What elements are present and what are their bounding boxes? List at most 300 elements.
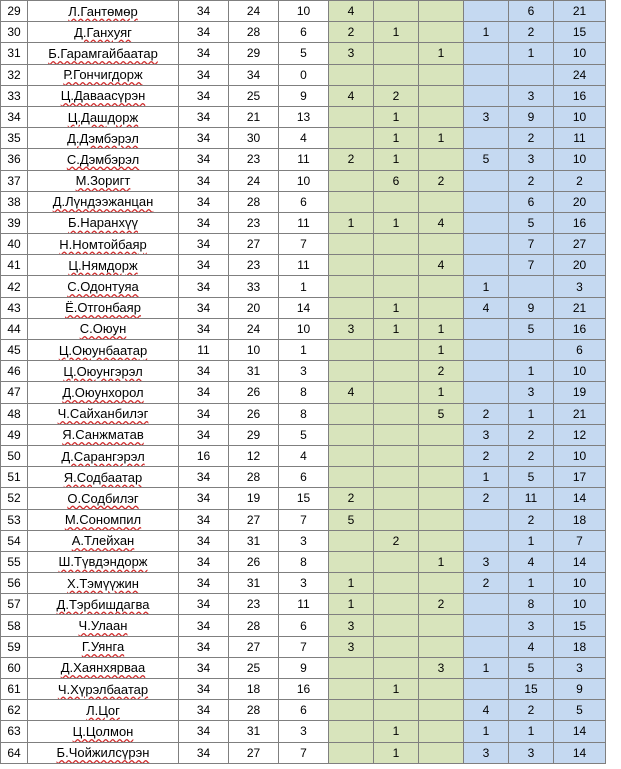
cell-col-a[interactable]: 34 <box>179 106 229 127</box>
cell-blue-3[interactable]: 16 <box>554 318 606 339</box>
cell-blue-1[interactable]: 1 <box>464 276 509 297</box>
cell-blue-2[interactable]: 4 <box>509 551 554 572</box>
cell-green-1[interactable] <box>329 530 374 551</box>
cell-blue-1[interactable]: 1 <box>464 22 509 43</box>
cell-member-name[interactable] <box>28 106 179 127</box>
cell-blue-3[interactable]: 2 <box>554 170 606 191</box>
cell-blue-3[interactable]: 3 <box>554 657 606 678</box>
cell-col-a[interactable]: 34 <box>179 573 229 594</box>
cell-blue-2[interactable]: 9 <box>509 106 554 127</box>
cell-green-1[interactable]: 4 <box>329 85 374 106</box>
cell-green-2[interactable]: 1 <box>374 721 419 742</box>
cell-green-2[interactable] <box>374 43 419 64</box>
cell-member-name[interactable] <box>28 594 179 615</box>
cell-col-b[interactable]: 27 <box>229 509 279 530</box>
cell-green-1[interactable] <box>329 445 374 466</box>
cell-row-number[interactable]: 58 <box>1 615 28 636</box>
cell-col-a[interactable]: 34 <box>179 530 229 551</box>
cell-col-a[interactable]: 34 <box>179 1 229 22</box>
cell-col-c[interactable]: 11 <box>279 594 329 615</box>
cell-green-2[interactable]: 1 <box>374 212 419 233</box>
cell-green-2[interactable] <box>374 636 419 657</box>
cell-col-c[interactable]: 0 <box>279 64 329 85</box>
cell-col-b[interactable]: 31 <box>229 573 279 594</box>
cell-green-3[interactable]: 4 <box>419 255 464 276</box>
cell-col-c[interactable]: 1 <box>279 276 329 297</box>
cell-blue-2[interactable]: 15 <box>509 679 554 700</box>
cell-col-b[interactable]: 28 <box>229 22 279 43</box>
cell-green-1[interactable] <box>329 721 374 742</box>
cell-blue-1[interactable] <box>464 594 509 615</box>
cell-green-3[interactable] <box>419 64 464 85</box>
cell-blue-1[interactable] <box>464 85 509 106</box>
cell-col-c[interactable]: 8 <box>279 551 329 572</box>
cell-member-name[interactable] <box>28 403 179 424</box>
cell-blue-2[interactable]: 3 <box>509 382 554 403</box>
cell-green-2[interactable] <box>374 403 419 424</box>
cell-col-a[interactable]: 11 <box>179 340 229 361</box>
cell-blue-2[interactable]: 1 <box>509 573 554 594</box>
cell-blue-2[interactable]: 5 <box>509 212 554 233</box>
cell-green-2[interactable] <box>374 424 419 445</box>
cell-green-3[interactable]: 3 <box>419 657 464 678</box>
cell-blue-2[interactable]: 3 <box>509 149 554 170</box>
cell-green-3[interactable] <box>419 573 464 594</box>
cell-row-number[interactable]: 47 <box>1 382 28 403</box>
cell-col-c[interactable]: 4 <box>279 128 329 149</box>
cell-row-number[interactable]: 42 <box>1 276 28 297</box>
cell-blue-2[interactable]: 5 <box>509 657 554 678</box>
cell-green-3[interactable] <box>419 700 464 721</box>
cell-col-c[interactable]: 5 <box>279 43 329 64</box>
cell-col-b[interactable]: 24 <box>229 170 279 191</box>
cell-col-c[interactable]: 7 <box>279 234 329 255</box>
cell-blue-2[interactable]: 2 <box>509 445 554 466</box>
cell-col-b[interactable]: 29 <box>229 424 279 445</box>
cell-blue-3[interactable]: 5 <box>554 700 606 721</box>
cell-col-b[interactable]: 27 <box>229 234 279 255</box>
cell-blue-1[interactable] <box>464 234 509 255</box>
cell-green-1[interactable] <box>329 403 374 424</box>
cell-green-3[interactable] <box>419 22 464 43</box>
cell-member-name[interactable] <box>28 170 179 191</box>
cell-green-1[interactable]: 1 <box>329 594 374 615</box>
cell-green-1[interactable] <box>329 742 374 763</box>
cell-col-a[interactable]: 34 <box>179 721 229 742</box>
cell-row-number[interactable]: 43 <box>1 297 28 318</box>
cell-col-a[interactable]: 34 <box>179 149 229 170</box>
cell-col-c[interactable]: 6 <box>279 700 329 721</box>
cell-blue-3[interactable]: 18 <box>554 636 606 657</box>
cell-blue-1[interactable]: 5 <box>464 149 509 170</box>
cell-blue-3[interactable]: 20 <box>554 191 606 212</box>
cell-member-name[interactable] <box>28 22 179 43</box>
cell-blue-3[interactable]: 14 <box>554 488 606 509</box>
cell-green-3[interactable] <box>419 636 464 657</box>
cell-green-1[interactable]: 1 <box>329 212 374 233</box>
cell-green-2[interactable] <box>374 657 419 678</box>
cell-blue-1[interactable] <box>464 170 509 191</box>
cell-member-name[interactable] <box>28 64 179 85</box>
cell-blue-1[interactable]: 2 <box>464 445 509 466</box>
cell-green-3[interactable] <box>419 721 464 742</box>
cell-green-1[interactable]: 2 <box>329 22 374 43</box>
cell-row-number[interactable]: 60 <box>1 657 28 678</box>
cell-green-3[interactable]: 1 <box>419 382 464 403</box>
cell-blue-3[interactable]: 9 <box>554 679 606 700</box>
cell-col-a[interactable]: 34 <box>179 191 229 212</box>
cell-member-name[interactable] <box>28 318 179 339</box>
cell-green-3[interactable]: 1 <box>419 340 464 361</box>
cell-member-name[interactable] <box>28 721 179 742</box>
cell-blue-3[interactable]: 10 <box>554 594 606 615</box>
cell-green-1[interactable]: 2 <box>329 149 374 170</box>
cell-green-3[interactable] <box>419 488 464 509</box>
cell-col-b[interactable]: 33 <box>229 276 279 297</box>
cell-col-b[interactable]: 31 <box>229 721 279 742</box>
cell-green-3[interactable] <box>419 530 464 551</box>
cell-green-1[interactable]: 3 <box>329 636 374 657</box>
cell-blue-3[interactable]: 16 <box>554 212 606 233</box>
cell-blue-2[interactable]: 3 <box>509 85 554 106</box>
cell-row-number[interactable]: 37 <box>1 170 28 191</box>
cell-col-c[interactable]: 10 <box>279 1 329 22</box>
cell-member-name[interactable] <box>28 128 179 149</box>
cell-green-3[interactable]: 2 <box>419 594 464 615</box>
cell-blue-2[interactable]: 7 <box>509 234 554 255</box>
cell-blue-3[interactable]: 7 <box>554 530 606 551</box>
cell-green-1[interactable]: 1 <box>329 573 374 594</box>
cell-blue-2[interactable]: 5 <box>509 467 554 488</box>
cell-row-number[interactable]: 35 <box>1 128 28 149</box>
cell-blue-2[interactable]: 2 <box>509 424 554 445</box>
cell-green-3[interactable] <box>419 509 464 530</box>
cell-col-b[interactable]: 12 <box>229 445 279 466</box>
cell-blue-3[interactable]: 17 <box>554 467 606 488</box>
cell-blue-3[interactable]: 10 <box>554 573 606 594</box>
cell-col-c[interactable]: 6 <box>279 615 329 636</box>
cell-row-number[interactable]: 40 <box>1 234 28 255</box>
cell-member-name[interactable] <box>28 530 179 551</box>
cell-green-2[interactable] <box>374 700 419 721</box>
cell-col-a[interactable]: 34 <box>179 488 229 509</box>
cell-member-name[interactable] <box>28 149 179 170</box>
cell-col-c[interactable]: 11 <box>279 212 329 233</box>
cell-col-b[interactable]: 24 <box>229 1 279 22</box>
cell-member-name[interactable] <box>28 488 179 509</box>
cell-member-name[interactable] <box>28 276 179 297</box>
cell-row-number[interactable]: 53 <box>1 509 28 530</box>
cell-blue-3[interactable]: 14 <box>554 721 606 742</box>
cell-green-3[interactable] <box>419 276 464 297</box>
cell-row-number[interactable]: 57 <box>1 594 28 615</box>
cell-col-a[interactable]: 34 <box>179 361 229 382</box>
cell-member-name[interactable] <box>28 85 179 106</box>
cell-col-b[interactable]: 26 <box>229 551 279 572</box>
cell-row-number[interactable]: 33 <box>1 85 28 106</box>
cell-col-c[interactable]: 14 <box>279 297 329 318</box>
cell-member-name[interactable] <box>28 467 179 488</box>
cell-green-2[interactable]: 1 <box>374 128 419 149</box>
cell-blue-1[interactable] <box>464 509 509 530</box>
cell-green-1[interactable] <box>329 551 374 572</box>
cell-blue-2[interactable]: 3 <box>509 742 554 763</box>
cell-green-3[interactable] <box>419 1 464 22</box>
cell-col-b[interactable]: 20 <box>229 297 279 318</box>
cell-col-b[interactable]: 26 <box>229 382 279 403</box>
cell-col-b[interactable]: 23 <box>229 594 279 615</box>
cell-green-3[interactable]: 5 <box>419 403 464 424</box>
cell-member-name[interactable] <box>28 679 179 700</box>
cell-blue-2[interactable]: 3 <box>509 615 554 636</box>
cell-green-1[interactable] <box>329 467 374 488</box>
cell-row-number[interactable]: 41 <box>1 255 28 276</box>
cell-blue-2[interactable]: 2 <box>509 509 554 530</box>
cell-member-name[interactable] <box>28 424 179 445</box>
cell-member-name[interactable] <box>28 551 179 572</box>
cell-col-c[interactable]: 9 <box>279 85 329 106</box>
cell-col-b[interactable]: 28 <box>229 467 279 488</box>
cell-row-number[interactable]: 48 <box>1 403 28 424</box>
cell-col-c[interactable]: 10 <box>279 170 329 191</box>
cell-green-2[interactable] <box>374 64 419 85</box>
cell-green-3[interactable] <box>419 297 464 318</box>
cell-green-2[interactable] <box>374 467 419 488</box>
cell-blue-1[interactable] <box>464 255 509 276</box>
cell-col-c[interactable]: 13 <box>279 106 329 127</box>
cell-col-c[interactable]: 15 <box>279 488 329 509</box>
cell-col-a[interactable]: 34 <box>179 636 229 657</box>
cell-green-2[interactable]: 1 <box>374 149 419 170</box>
cell-col-b[interactable]: 23 <box>229 255 279 276</box>
cell-row-number[interactable]: 31 <box>1 43 28 64</box>
cell-green-2[interactable]: 2 <box>374 530 419 551</box>
cell-col-b[interactable]: 28 <box>229 700 279 721</box>
cell-row-number[interactable]: 63 <box>1 721 28 742</box>
cell-blue-2[interactable]: 2 <box>509 170 554 191</box>
cell-blue-1[interactable]: 2 <box>464 403 509 424</box>
cell-col-b[interactable]: 25 <box>229 657 279 678</box>
cell-blue-1[interactable] <box>464 1 509 22</box>
cell-blue-3[interactable]: 6 <box>554 340 606 361</box>
cell-blue-1[interactable] <box>464 636 509 657</box>
cell-blue-3[interactable]: 16 <box>554 85 606 106</box>
cell-member-name[interactable] <box>28 509 179 530</box>
cell-green-1[interactable]: 5 <box>329 509 374 530</box>
cell-col-c[interactable]: 9 <box>279 657 329 678</box>
cell-green-1[interactable]: 2 <box>329 488 374 509</box>
cell-member-name[interactable] <box>28 297 179 318</box>
cell-blue-1[interactable]: 3 <box>464 424 509 445</box>
cell-col-a[interactable]: 34 <box>179 594 229 615</box>
cell-blue-1[interactable] <box>464 43 509 64</box>
cell-green-2[interactable] <box>374 382 419 403</box>
cell-member-name[interactable] <box>28 212 179 233</box>
cell-green-1[interactable] <box>329 276 374 297</box>
cell-green-1[interactable] <box>329 657 374 678</box>
cell-blue-1[interactable]: 1 <box>464 657 509 678</box>
cell-blue-2[interactable]: 2 <box>509 700 554 721</box>
cell-member-name[interactable] <box>28 382 179 403</box>
cell-blue-3[interactable]: 15 <box>554 615 606 636</box>
cell-member-name[interactable] <box>28 742 179 763</box>
cell-green-2[interactable] <box>374 573 419 594</box>
cell-green-2[interactable] <box>374 594 419 615</box>
cell-row-number[interactable]: 49 <box>1 424 28 445</box>
cell-col-c[interactable]: 8 <box>279 403 329 424</box>
cell-col-c[interactable]: 10 <box>279 318 329 339</box>
cell-blue-1[interactable]: 1 <box>464 721 509 742</box>
cell-blue-1[interactable] <box>464 318 509 339</box>
cell-col-a[interactable]: 34 <box>179 255 229 276</box>
cell-green-2[interactable]: 1 <box>374 679 419 700</box>
cell-col-b[interactable]: 27 <box>229 636 279 657</box>
cell-col-a[interactable]: 34 <box>179 43 229 64</box>
cell-col-b[interactable]: 30 <box>229 128 279 149</box>
cell-col-b[interactable]: 34 <box>229 64 279 85</box>
cell-blue-2[interactable]: 1 <box>509 721 554 742</box>
cell-green-1[interactable] <box>329 297 374 318</box>
cell-blue-1[interactable] <box>464 64 509 85</box>
cell-green-3[interactable]: 1 <box>419 43 464 64</box>
cell-member-name[interactable] <box>28 191 179 212</box>
cell-blue-2[interactable]: 6 <box>509 191 554 212</box>
cell-green-3[interactable] <box>419 742 464 763</box>
cell-col-a[interactable]: 34 <box>179 742 229 763</box>
cell-blue-2[interactable]: 2 <box>509 22 554 43</box>
cell-green-1[interactable]: 4 <box>329 1 374 22</box>
cell-col-a[interactable]: 34 <box>179 679 229 700</box>
cell-member-name[interactable] <box>28 1 179 22</box>
cell-green-2[interactable] <box>374 234 419 255</box>
cell-row-number[interactable]: 32 <box>1 64 28 85</box>
cell-green-3[interactable]: 1 <box>419 318 464 339</box>
cell-col-b[interactable]: 10 <box>229 340 279 361</box>
cell-col-a[interactable]: 34 <box>179 700 229 721</box>
cell-green-2[interactable]: 1 <box>374 742 419 763</box>
cell-col-a[interactable]: 34 <box>179 657 229 678</box>
cell-blue-2[interactable]: 2 <box>509 128 554 149</box>
cell-member-name[interactable] <box>28 43 179 64</box>
cell-blue-2[interactable]: 5 <box>509 318 554 339</box>
cell-col-b[interactable]: 28 <box>229 615 279 636</box>
cell-row-number[interactable]: 29 <box>1 1 28 22</box>
cell-col-b[interactable]: 31 <box>229 530 279 551</box>
cell-green-1[interactable] <box>329 340 374 361</box>
cell-green-1[interactable] <box>329 700 374 721</box>
cell-col-a[interactable]: 34 <box>179 170 229 191</box>
cell-blue-1[interactable] <box>464 530 509 551</box>
cell-blue-3[interactable]: 12 <box>554 424 606 445</box>
cell-green-1[interactable]: 4 <box>329 382 374 403</box>
cell-blue-2[interactable]: 11 <box>509 488 554 509</box>
cell-member-name[interactable] <box>28 615 179 636</box>
cell-blue-2[interactable] <box>509 340 554 361</box>
cell-blue-3[interactable]: 20 <box>554 255 606 276</box>
cell-blue-3[interactable]: 15 <box>554 22 606 43</box>
cell-col-a[interactable]: 34 <box>179 297 229 318</box>
cell-row-number[interactable]: 44 <box>1 318 28 339</box>
cell-col-b[interactable]: 18 <box>229 679 279 700</box>
cell-blue-1[interactable]: 1 <box>464 467 509 488</box>
cell-col-b[interactable]: 23 <box>229 149 279 170</box>
cell-green-3[interactable] <box>419 234 464 255</box>
cell-green-3[interactable] <box>419 106 464 127</box>
cell-green-2[interactable]: 2 <box>374 85 419 106</box>
cell-col-a[interactable]: 34 <box>179 403 229 424</box>
cell-blue-3[interactable]: 10 <box>554 361 606 382</box>
cell-green-3[interactable]: 1 <box>419 128 464 149</box>
cell-col-b[interactable]: 21 <box>229 106 279 127</box>
cell-col-c[interactable]: 4 <box>279 445 329 466</box>
cell-row-number[interactable]: 54 <box>1 530 28 551</box>
cell-green-1[interactable] <box>329 128 374 149</box>
cell-blue-3[interactable]: 27 <box>554 234 606 255</box>
cell-col-a[interactable]: 34 <box>179 509 229 530</box>
cell-green-2[interactable] <box>374 276 419 297</box>
cell-col-a[interactable]: 34 <box>179 234 229 255</box>
cell-blue-1[interactable]: 4 <box>464 297 509 318</box>
cell-col-a[interactable]: 34 <box>179 22 229 43</box>
cell-col-b[interactable]: 24 <box>229 318 279 339</box>
cell-row-number[interactable]: 39 <box>1 212 28 233</box>
cell-col-a[interactable]: 34 <box>179 276 229 297</box>
cell-green-1[interactable] <box>329 64 374 85</box>
cell-row-number[interactable]: 51 <box>1 467 28 488</box>
cell-green-3[interactable] <box>419 424 464 445</box>
cell-col-a[interactable]: 34 <box>179 64 229 85</box>
cell-row-number[interactable]: 38 <box>1 191 28 212</box>
cell-green-2[interactable] <box>374 551 419 572</box>
cell-blue-2[interactable]: 8 <box>509 594 554 615</box>
cell-member-name[interactable] <box>28 445 179 466</box>
cell-row-number[interactable]: 45 <box>1 340 28 361</box>
cell-col-c[interactable]: 8 <box>279 382 329 403</box>
cell-blue-1[interactable] <box>464 128 509 149</box>
cell-col-a[interactable]: 34 <box>179 318 229 339</box>
cell-blue-2[interactable]: 1 <box>509 361 554 382</box>
cell-col-b[interactable]: 26 <box>229 403 279 424</box>
cell-blue-3[interactable]: 21 <box>554 297 606 318</box>
cell-green-1[interactable]: 3 <box>329 43 374 64</box>
cell-col-b[interactable]: 23 <box>229 212 279 233</box>
cell-blue-3[interactable]: 10 <box>554 149 606 170</box>
cell-col-a[interactable]: 34 <box>179 424 229 445</box>
cell-green-1[interactable]: 3 <box>329 615 374 636</box>
cell-member-name[interactable] <box>28 361 179 382</box>
cell-blue-1[interactable] <box>464 361 509 382</box>
cell-row-number[interactable]: 52 <box>1 488 28 509</box>
cell-row-number[interactable]: 30 <box>1 22 28 43</box>
cell-blue-2[interactable]: 4 <box>509 636 554 657</box>
cell-green-1[interactable] <box>329 234 374 255</box>
cell-row-number[interactable]: 56 <box>1 573 28 594</box>
cell-blue-2[interactable]: 7 <box>509 255 554 276</box>
cell-col-b[interactable]: 29 <box>229 43 279 64</box>
cell-green-1[interactable] <box>329 424 374 445</box>
cell-green-2[interactable] <box>374 488 419 509</box>
cell-col-b[interactable]: 19 <box>229 488 279 509</box>
cell-green-3[interactable] <box>419 615 464 636</box>
cell-col-c[interactable]: 1 <box>279 340 329 361</box>
cell-col-c[interactable]: 6 <box>279 22 329 43</box>
cell-col-b[interactable]: 28 <box>229 191 279 212</box>
cell-blue-1[interactable] <box>464 191 509 212</box>
cell-blue-1[interactable]: 2 <box>464 573 509 594</box>
cell-row-number[interactable]: 59 <box>1 636 28 657</box>
cell-blue-3[interactable]: 11 <box>554 128 606 149</box>
cell-member-name[interactable] <box>28 700 179 721</box>
